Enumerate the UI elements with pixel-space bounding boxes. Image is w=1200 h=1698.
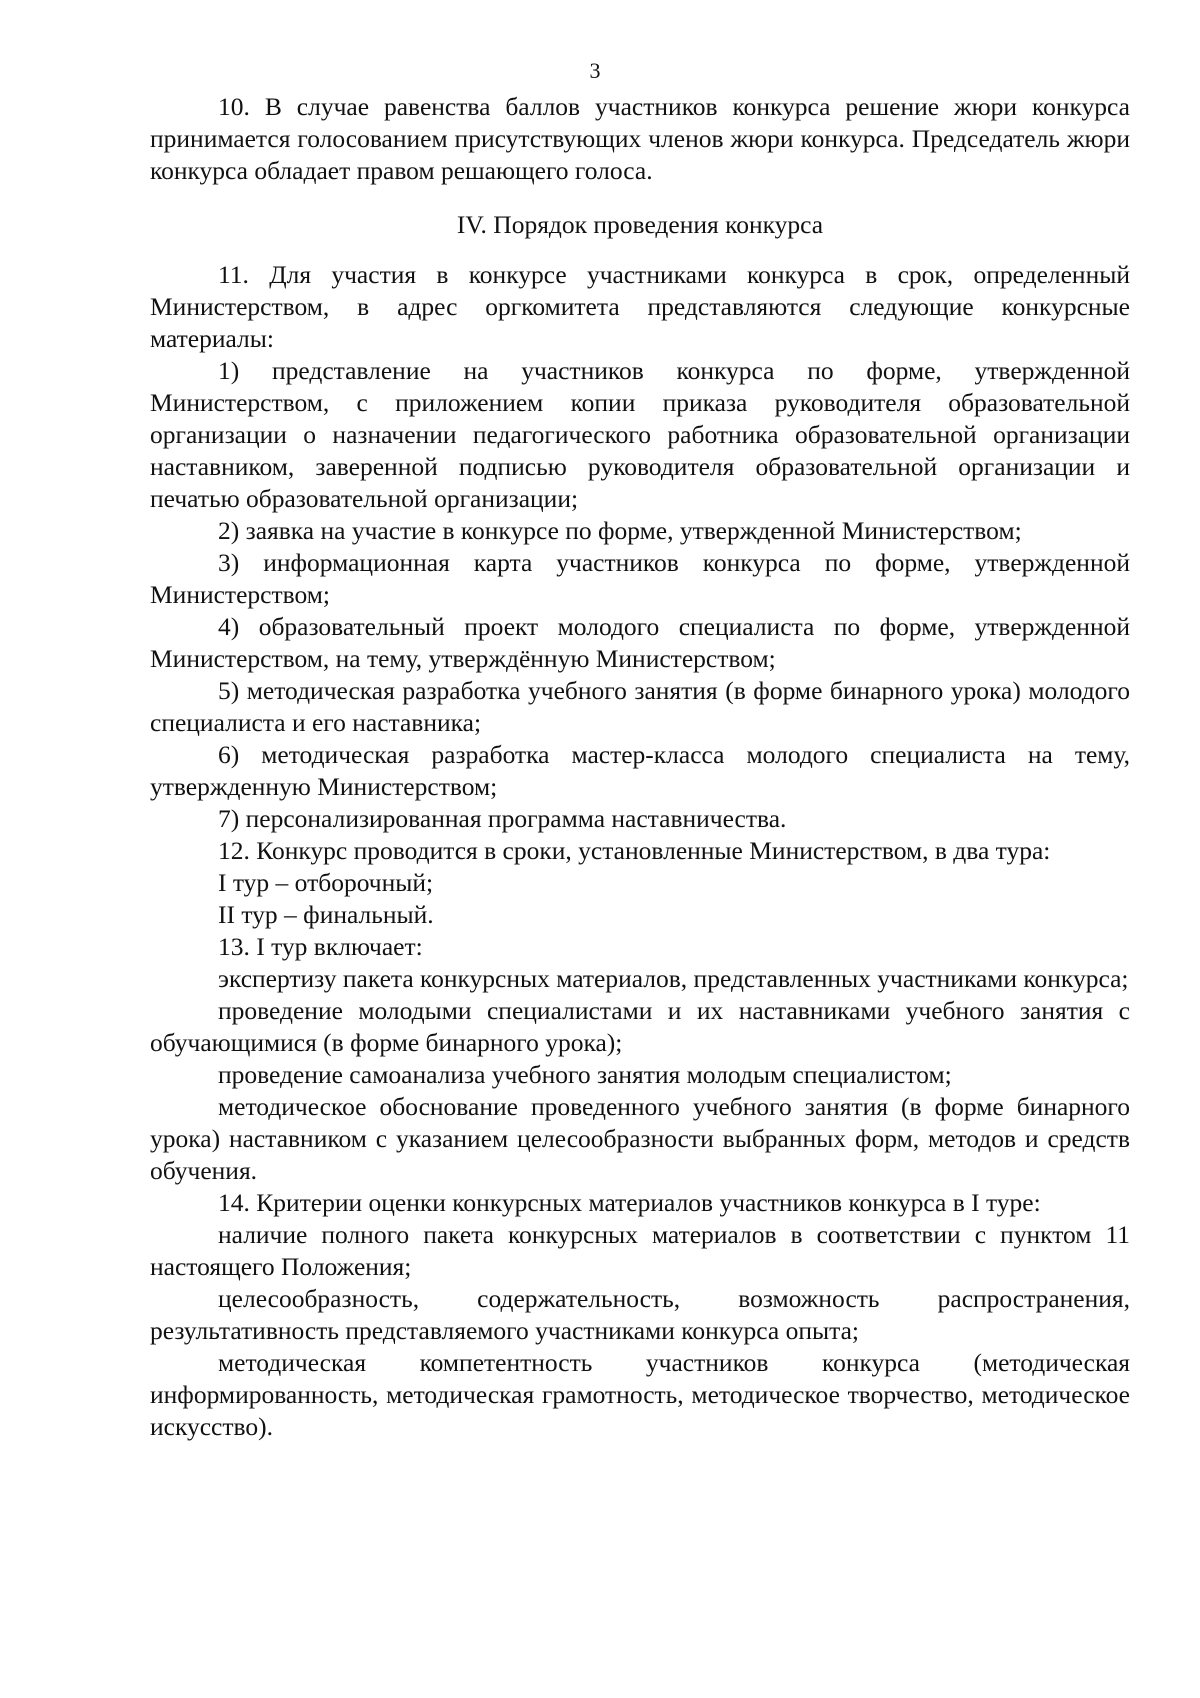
list-item-6: 6) методическая разработка мастер-класса молодого специалиста на тему, утвержденную Министерством; bbox=[150, 740, 1130, 801]
document-body bbox=[150, 91, 1130, 1443]
paragraph-14: 14. Критерии оценки конкурсных материалов участников конкурса в I туре: bbox=[218, 1188, 1041, 1217]
list-item-4: 4) образовательный проект молодого специалиста по форме, утвержденной Министерством, на тему, утверждённую Министерством; bbox=[150, 612, 1130, 673]
paragraph-12: 12. Конкурс проводится в сроки, установленные Министерством, в два тура: bbox=[218, 836, 1051, 865]
paragraph-13: 13. I тур включает: bbox=[218, 932, 423, 961]
criterion-expediency: целесообразность, содержательность, возможность распространения, результативность представляемого участниками конкурса опыта; bbox=[150, 1284, 1130, 1345]
list-item-1: 1) представление на участников конкурса по форме, утвержденной Министерством, с приложением копии приказа руководителя образовательной организации о назначении педагогического работника образовательной организации наставником, заверенной подписью руководителя образовательной организации и печатью образовательной организации; bbox=[150, 356, 1130, 513]
criterion-competence: методическая компетентность участников конкурса (методическая информированность, методическая грамотность, методическое творчество, методическое искусство). bbox=[150, 1348, 1130, 1441]
tour-2-line: II тур – финальный. bbox=[218, 900, 434, 929]
paragraph-10: 10. В случае равенства баллов участников конкурса решение жюри конкурса принимается голосованием присутствующих членов жюри конкурса. Председатель жюри конкурса обладает правом решающего голоса. bbox=[150, 92, 1130, 185]
list-item-5: 5) методическая разработка учебного занятия (в форме бинарного урока) молодого специалиста и его наставника; bbox=[150, 676, 1130, 737]
tour-1-item-justification: методическое обоснование проведенного учебного занятия (в форме бинарного урока) наставником с указанием целесообразности выбранных форм, методов и средств обучения. bbox=[150, 1092, 1130, 1185]
tour-1-item-expertise: экспертизу пакета конкурсных материалов, представленных участниками конкурса; bbox=[218, 964, 1129, 993]
list-item-2: 2) заявка на участие в конкурсе по форме, утвержденной Министерством; bbox=[218, 516, 1022, 545]
criterion-completeness: наличие полного пакета конкурсных материалов в соответствии с пунктом 11 настоящего Положения; bbox=[150, 1220, 1130, 1281]
section-heading: IV. Порядок проведения конкурса bbox=[456, 210, 824, 239]
tour-1-item-lesson: проведение молодыми специалистами и их наставниками учебного занятия с обучающимися (в форме бинарного урока); bbox=[150, 996, 1130, 1057]
tour-1-item-self-analysis: проведение самоанализа учебного занятия молодым специалистом; bbox=[218, 1060, 952, 1089]
list-item-3: 3) информационная карта участников конкурса по форме, утвержденной Министерством; bbox=[150, 548, 1130, 609]
paragraph-11: 11. Для участия в конкурсе участниками конкурса в срок, определенный Министерством, в адрес оргкомитета представляются следующие конкурсные материалы: bbox=[150, 260, 1130, 353]
tour-1-line: I тур – отборочный; bbox=[218, 868, 434, 897]
page-number: 3 bbox=[589, 58, 601, 83]
list-item-7: 7) персонализированная программа наставничества. bbox=[218, 804, 787, 833]
